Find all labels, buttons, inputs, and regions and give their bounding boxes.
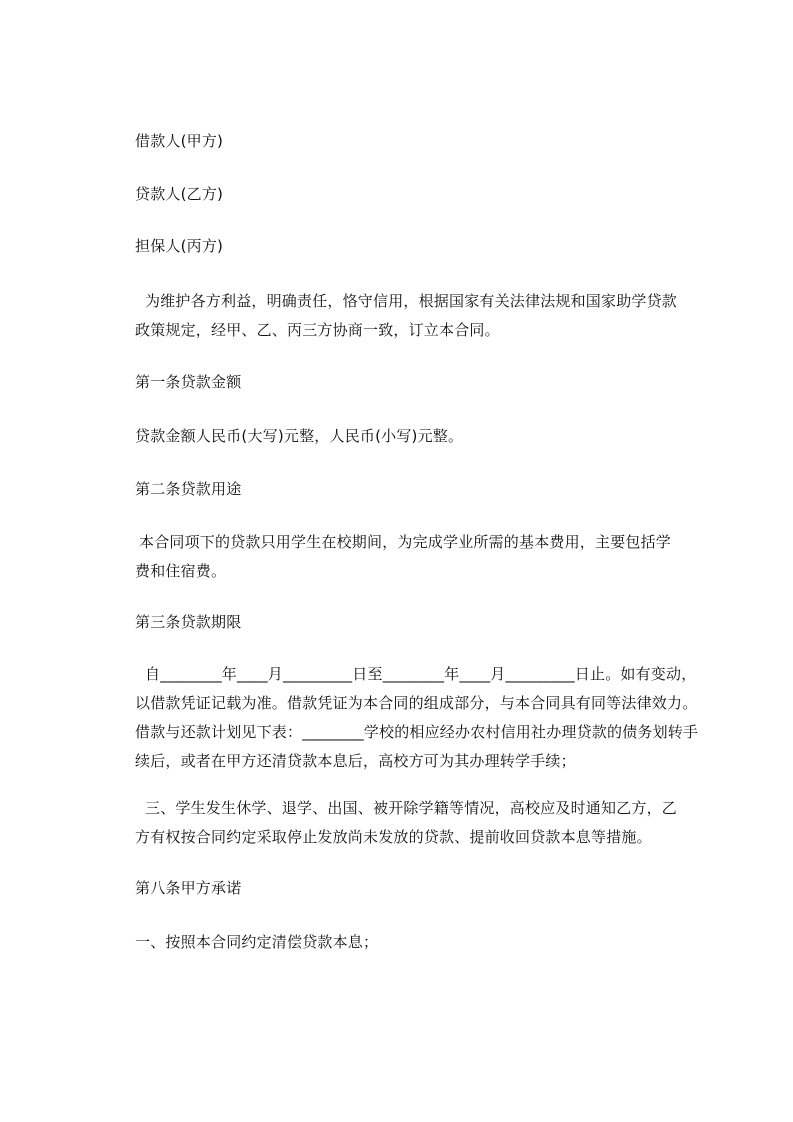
article-1-text: 贷款金额人民币(大写)元整，人民币(小写)元整。 [135,427,464,445]
party-a-label: 借款人(甲方) [135,132,224,150]
party-b-label: 贷款人(乙方) [135,185,224,203]
article-3-title: 第三条贷款期限 [135,613,242,631]
article-3-line-1: 自________年____月_________日至________年____月_________日止。如有变动， [145,665,697,683]
clause-3-paragraph [135,798,690,856]
preamble-line-2: 政策规定，经甲、乙、丙三方协商一致，订立本合同。 [135,321,500,339]
article-8-title: 第八条甲方承诺 [135,879,242,897]
article-3-line-2: 以借款凭证记载为准。借款凭证为本合同的组成部分，与本合同具有同等法律效力。 [135,694,698,712]
article-2-line-1: 本合同项下的贷款只用学生在校期间，为完成学业所需的基本费用，主要包括学 [139,533,672,551]
article-2-paragraph [135,532,690,590]
article-3-line-4: 续后，或者在甲方还清贷款本息后，高校方可为其办理转学手续； [135,752,576,770]
article-2-line-2: 费和住宿费。 [135,562,227,580]
preamble-paragraph [135,291,690,349]
article-3-paragraph [135,664,699,780]
article-2-title: 第二条贷款用途 [135,480,242,498]
clause-3-line-1: 三、学生发生休学、退学、出国、被开除学籍等情况，高校应及时通知乙方，乙 [145,799,678,817]
clause-3-line-2: 方有权按合同约定采取停止发放尚未发放的贷款、提前收回贷款本息等措施。 [135,828,652,846]
article-8-item-1: 一、按照本合同约定清偿贷款本息； [135,933,379,951]
preamble-line-1: 为维护各方利益，明确责任，恪守信用，根据国家有关法律法规和国家助学贷款 [145,292,678,310]
article-3-line-3: 借款与还款计划见下表：________学校的相应经办农村信用社办理贷款的债务划转手 [135,723,699,741]
party-c-label: 担保人(丙方) [135,237,224,255]
article-1-title: 第一条贷款金额 [135,373,242,391]
